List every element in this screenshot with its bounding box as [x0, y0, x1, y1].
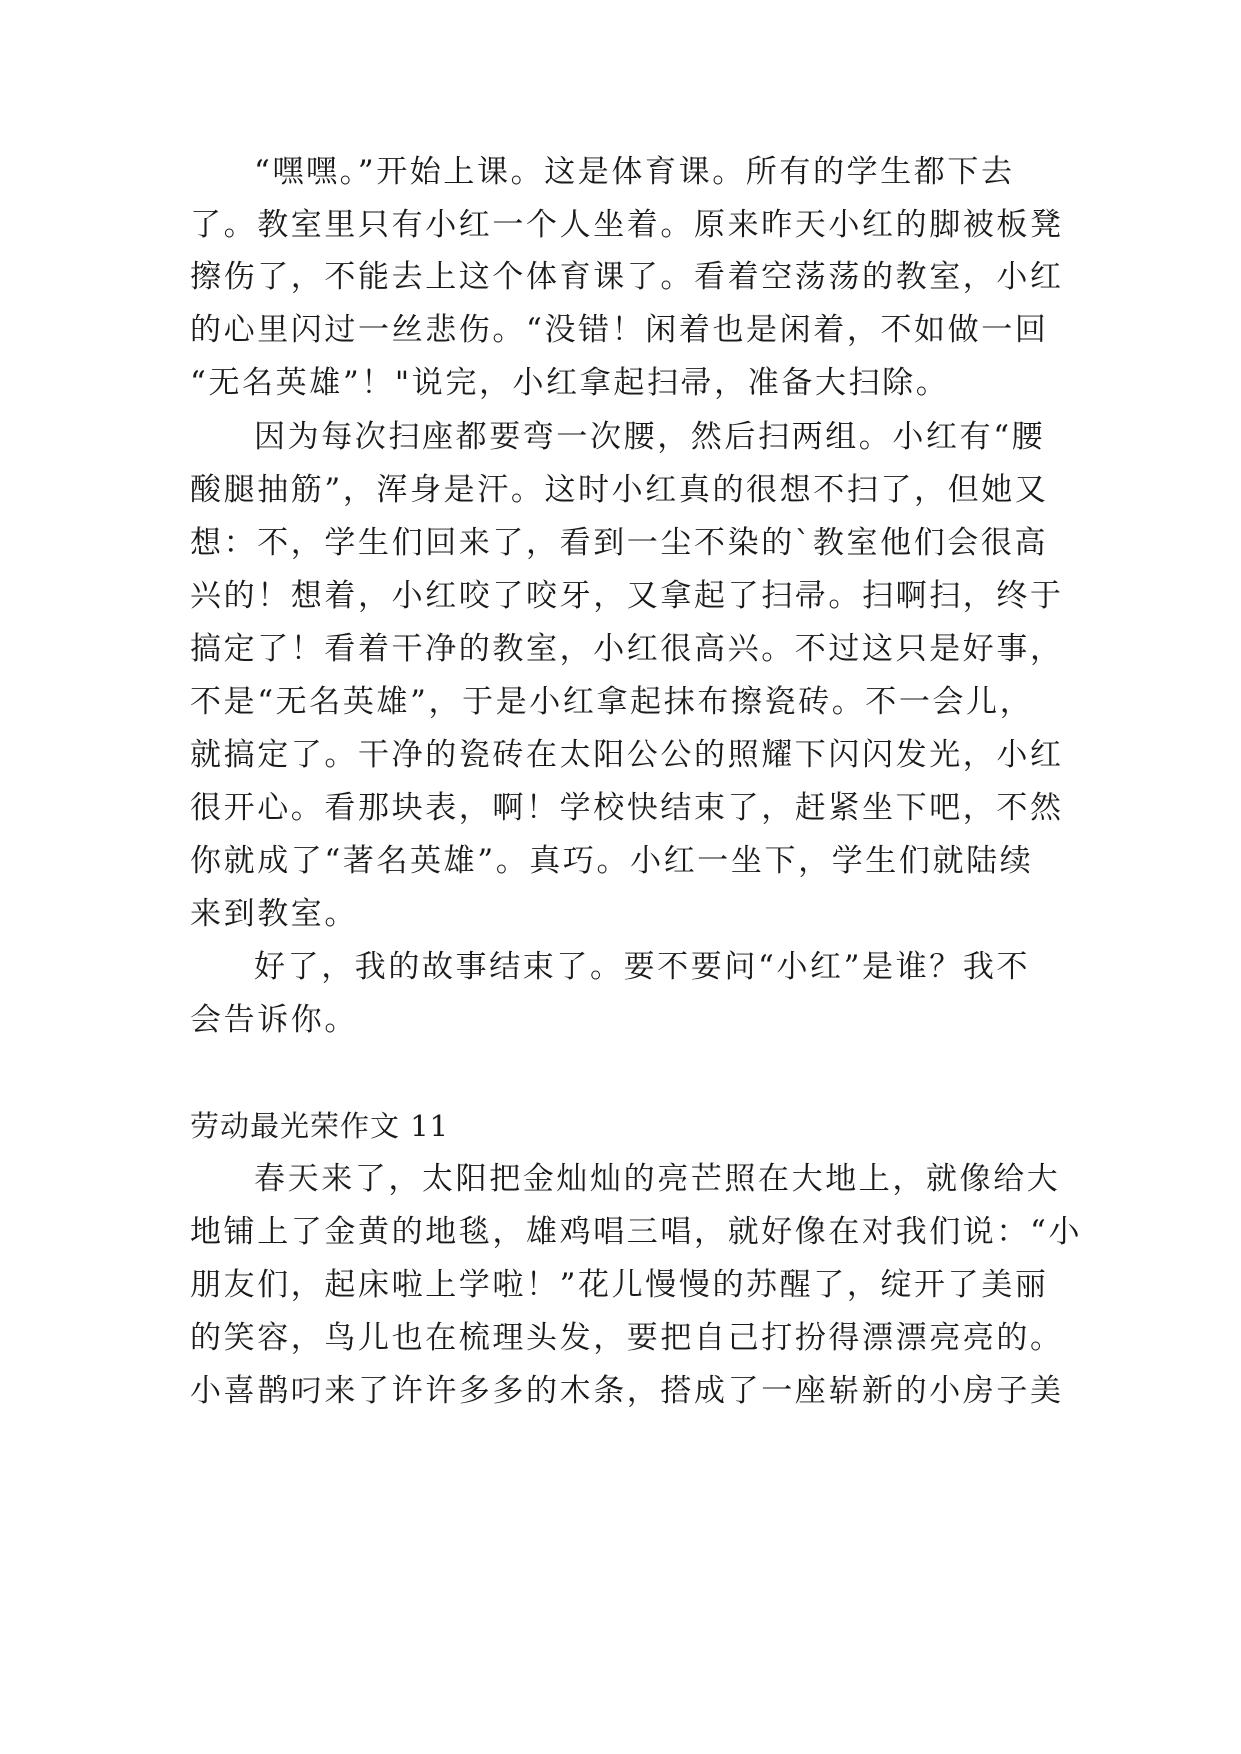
paragraph-1-line-3: 擦伤了，不能去上这个体育课了。看着空荡荡的教室，小红 — [190, 259, 1064, 295]
paragraph-2-line-8: 很开心。看那块表，啊！学校快结束了，赶紧坐下吧，不然 — [190, 790, 1064, 826]
section-line-1: 春天来了，太阳把金灿灿的亮芒照在大地上，就像给大 — [254, 1161, 1061, 1197]
paragraph-2-line-9: 你就成了“著名英雄”。真巧。小红一坐下，学生们就陆续 — [190, 843, 1034, 879]
paragraph-2-line-4: 兴的！想着，小红咬了咬牙，又拿起了扫帚。扫啊扫，终于 — [190, 578, 1064, 614]
section-title: 劳动最光荣作文 11 — [190, 1109, 450, 1143]
paragraph-2-line-7: 就搞定了。干净的瓷砖在太阳公公的照耀下闪闪发光，小红 — [190, 737, 1064, 773]
paragraph-2-line-10: 来到教室。 — [190, 896, 358, 932]
paragraph-2-line-2: 酸腿抽筋”，浑身是汗。这时小红真的很想不扫了，但她又 — [190, 472, 1049, 508]
paragraph-2-line-6: 不是“无名英雄”，于是小红拿起抹布擦瓷砖。不一会儿， — [190, 684, 1034, 720]
paragraph-1-line-2: 了。教室里只有小红一个人坐着。原来昨天小红的脚被板凳 — [190, 207, 1064, 243]
section-line-5: 小喜鹊叼来了许许多多的木条，搭成了一座崭新的小房子美 — [190, 1373, 1064, 1409]
paragraph-1-line-4: 的心里闪过一丝悲伤。“没错！闲着也是闲着，不如做一回 — [190, 312, 1049, 348]
section-line-2: 地铺上了金黄的地毯，雄鸡唱三唱，就好像在对我们说：“小 — [190, 1214, 1083, 1250]
paragraph-1-line-1: “嘿嘿。”开始上课。这是体育课。所有的学生都下去 — [254, 154, 1015, 190]
paragraph-2-line-5: 搞定了！看着干净的教室，小红很高兴。不过这只是好事， — [190, 631, 1064, 667]
paragraph-2-line-1: 因为每次扫座都要弯一次腰，然后扫两组。小红有“腰 — [254, 419, 1046, 455]
paragraph-1-line-5: “无名英雄”！"说完，小红拿起扫帚，准备大扫除。 — [190, 365, 950, 401]
paragraph-3-line-2: 会告诉你。 — [190, 1002, 358, 1038]
section-line-3: 朋友们，起床啦上学啦！”花儿慢慢的苏醒了，绽开了美丽 — [190, 1267, 1049, 1303]
paragraph-3-line-1: 好了，我的故事结束了。要不要问“小红”是谁？我不 — [254, 949, 1031, 985]
section-line-4: 的笑容，鸟儿也在梳理头发，要把自己打扮得漂漂亮亮的。 — [190, 1320, 1064, 1356]
paragraph-2-line-3: 想：不，学生们回来了，看到一尘不染的`教室他们会很高 — [190, 525, 1049, 561]
